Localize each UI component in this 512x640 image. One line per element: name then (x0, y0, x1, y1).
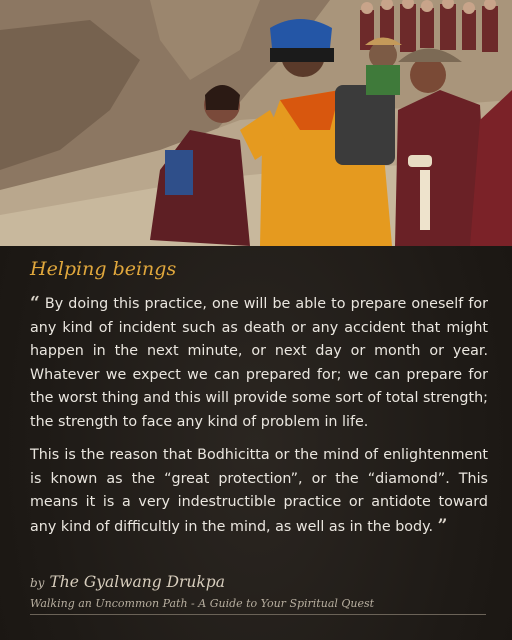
quote-paragraph-1-text: By doing this practice, one will be able to prepare oneself for any kind of incident such as death or any accident that might happen in the next minute, or next day or month or year. Whatever we expect we can prepared for; we can prepare for the worst thing and this will provide some sort of total strength; the strength to face any kind of problem in life. (30, 296, 488, 430)
author-name: The Gyalwang Drukpa (49, 573, 225, 591)
by-word: by (30, 576, 45, 590)
quote-paragraph-2 (30, 444, 488, 539)
monks-on-mountain-path-photo (0, 0, 512, 246)
quote-body (30, 292, 488, 549)
quote-paragraph-2-text: This is the reason that Bodhicitta or the mind of enlightenment is known as the “great protection”, or the “diamond”. This means it is a very indestructible practice or antidote toward any kind of difficultly in the mind, as well as in the body. (30, 447, 488, 535)
close-quote-mark: ” (437, 515, 448, 536)
divider (30, 614, 486, 615)
book-title: Walking an Uncommon Path - A Guide to Your Spiritual Quest (30, 597, 375, 610)
open-quote-mark: “ (30, 293, 40, 313)
heading: Helping beings (30, 258, 177, 280)
quote-paragraph-1 (30, 292, 488, 434)
byline (30, 572, 225, 591)
